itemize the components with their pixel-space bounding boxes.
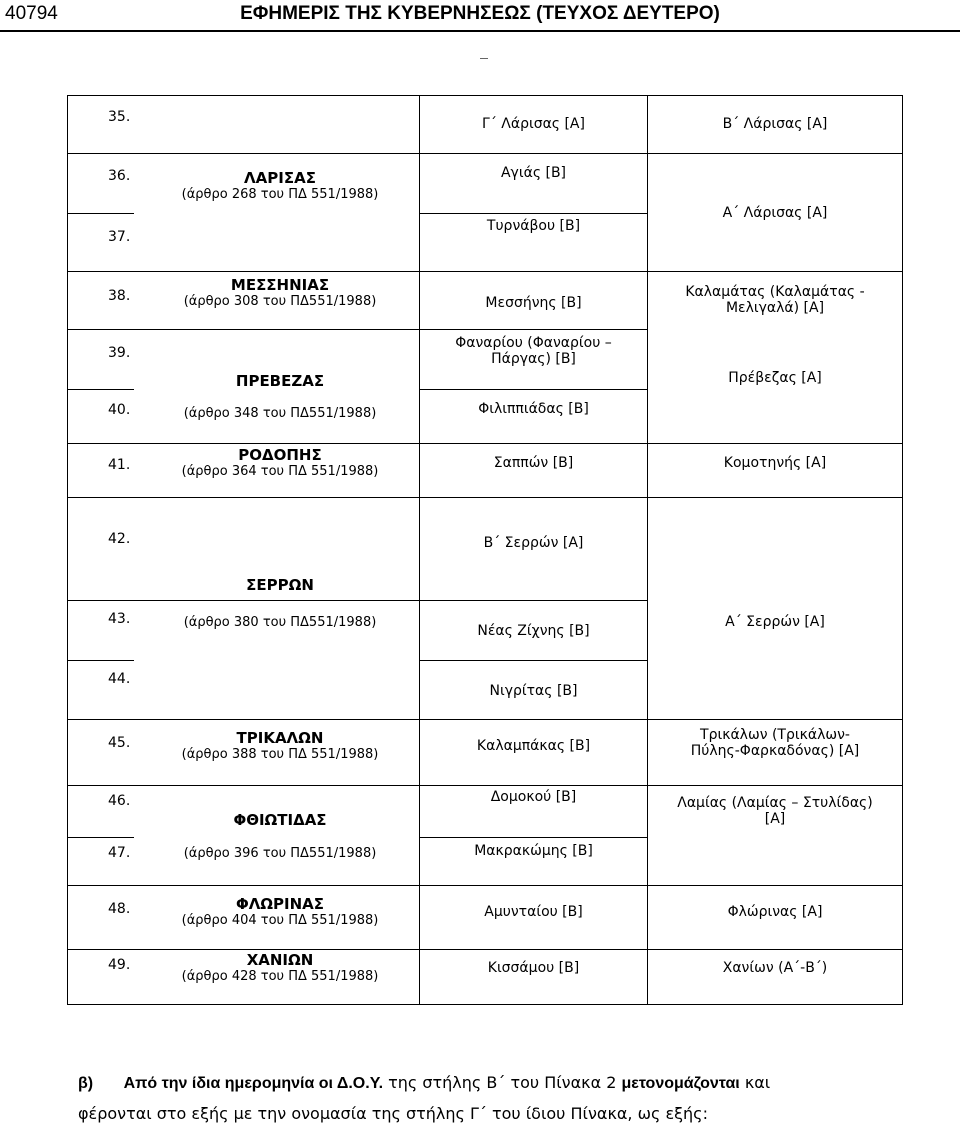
column-c-line: Τρικάλων (Τρικάλων- bbox=[700, 727, 850, 743]
column-c-cell: Πρέβεζας [Α] bbox=[728, 370, 822, 386]
table-border-left bbox=[67, 95, 68, 1005]
column-c-line: Πύλης-Φαρκαδόνας) [Α] bbox=[690, 743, 860, 759]
table-line bbox=[67, 271, 903, 272]
table-line bbox=[420, 389, 647, 390]
table-line bbox=[67, 213, 134, 214]
prefecture-cell bbox=[141, 169, 419, 202]
legal-reference: (άρθρο 388 του ΠΔ 551/1988) bbox=[181, 747, 379, 762]
prefecture-name: ΣΕΡΡΩΝ bbox=[246, 576, 314, 594]
prefecture-cell bbox=[141, 895, 419, 928]
prefecture-cell bbox=[141, 276, 419, 309]
prefecture-name: ΜΕΣΣΗΝΙΑΣ bbox=[230, 276, 330, 294]
paragraph-bold: μετονομάζονται bbox=[621, 1075, 740, 1092]
paragraph-line-2: φέρονται στο εξής με την ονομασία της στήλης Γ΄ του ίδιου Πίνακα, ως εξής: bbox=[78, 1104, 708, 1123]
row-number: 43. bbox=[108, 611, 131, 627]
prefecture-name: ΠΡΕΒΕΖΑΣ bbox=[235, 372, 325, 390]
paragraph-label: β) bbox=[78, 1075, 94, 1092]
column-c-line: [Α] bbox=[764, 811, 786, 827]
row-number: 36. bbox=[108, 168, 131, 184]
column-b-line: Πάργας) [Β] bbox=[491, 351, 576, 367]
row-number: 49. bbox=[108, 957, 131, 973]
legal-reference: (άρθρο 308 του ΠΔ551/1988) bbox=[183, 294, 377, 309]
table-line bbox=[67, 443, 903, 444]
legal-reference: (άρθρο 348 του ΠΔ551/1988) bbox=[183, 406, 377, 421]
column-b-cell: Δομοκού [Β] bbox=[490, 789, 577, 805]
legal-reference: (άρθρο 380 του ΠΔ551/1988) bbox=[183, 615, 377, 630]
table-line bbox=[420, 837, 647, 838]
column-b-cell: Αμυνταίου [Β] bbox=[484, 904, 583, 920]
prefecture-cell bbox=[141, 951, 419, 984]
row-number: 46. bbox=[108, 793, 131, 809]
prefecture-cell bbox=[141, 446, 419, 479]
column-c-line: Λαμίας (Λαμίας – Στυλίδας) bbox=[677, 795, 873, 811]
row-number: 48. bbox=[108, 901, 131, 917]
prefecture-name: ΦΘΙΩΤΙΔΑΣ bbox=[233, 811, 327, 829]
table-line bbox=[67, 885, 903, 886]
column-b-cell: Μακρακώμης [Β] bbox=[474, 843, 593, 859]
table-line bbox=[67, 949, 903, 950]
row-number: 39. bbox=[108, 345, 131, 361]
row-number: 37. bbox=[108, 229, 131, 245]
column-b-cell: Νιγρίτας [Β] bbox=[489, 683, 578, 699]
column-b-cell: Μεσσήνης [Β] bbox=[485, 295, 582, 311]
prefecture-cell bbox=[141, 372, 419, 390]
table-line bbox=[67, 660, 134, 661]
paragraph-line-1 bbox=[78, 1073, 770, 1093]
table-line bbox=[420, 213, 647, 214]
column-c-cell bbox=[648, 727, 902, 759]
row-number: 42. bbox=[108, 531, 131, 547]
column-c-cell: Β΄ Λάρισας [Α] bbox=[722, 116, 828, 132]
column-c-cell: Κομοτηνής [Α] bbox=[723, 455, 827, 471]
column-b-cell bbox=[420, 335, 647, 367]
column-c-line: Μελιγαλά) [Α] bbox=[725, 300, 825, 316]
table-line bbox=[67, 600, 647, 601]
row-number: 44. bbox=[108, 671, 131, 687]
header-rule bbox=[0, 30, 960, 32]
column-c-cell: Α΄ Λάρισας [Α] bbox=[722, 205, 828, 221]
column-b-cell: Β΄ Σερρών [Α] bbox=[483, 535, 584, 551]
prefecture-cell bbox=[141, 811, 419, 829]
column-b-cell: Γ΄ Λάρισας [Α] bbox=[482, 116, 585, 132]
column-c-cell: Φλώρινας [Α] bbox=[727, 904, 823, 920]
column-b-cell: Κισσάμου [Β] bbox=[487, 960, 580, 976]
prefecture-name: ΡΟΔΟΠΗΣ bbox=[238, 446, 322, 464]
column-b-cell: Τυρνάβου [Β] bbox=[486, 218, 581, 234]
column-c-cell bbox=[648, 284, 902, 316]
page-header bbox=[0, 0, 960, 30]
column-b-cell: Νέας Ζίχνης [Β] bbox=[477, 623, 590, 639]
column-b-cell: Αγιάς [Β] bbox=[500, 165, 567, 181]
prefecture-cell bbox=[141, 729, 419, 762]
column-b-cell: Καλαμπάκας [Β] bbox=[476, 738, 591, 754]
table-col-divider-2 bbox=[647, 95, 648, 1005]
row-number: 47. bbox=[108, 845, 131, 861]
row-number: 35. bbox=[108, 109, 131, 125]
prefecture-name: ΦΛΩΡΙΝΑΣ bbox=[235, 895, 325, 913]
column-c-line: Καλαμάτας (Καλαμάτας - bbox=[685, 284, 865, 300]
row-number: 41. bbox=[108, 457, 131, 473]
legal-reference: (άρθρο 268 του ΠΔ 551/1988) bbox=[181, 187, 379, 202]
table-line bbox=[67, 497, 903, 498]
legal-reference: (άρθρο 364 του ΠΔ 551/1988) bbox=[181, 464, 379, 479]
table-line bbox=[67, 719, 903, 720]
column-c-cell: Α΄ Σερρών [Α] bbox=[725, 614, 825, 630]
table-line-bottom bbox=[67, 1004, 903, 1005]
table-line bbox=[67, 785, 903, 786]
table-line bbox=[67, 837, 134, 838]
column-c-cell bbox=[648, 795, 902, 827]
column-b-cell: Σαππών [Β] bbox=[493, 455, 574, 471]
page-number: 40794 bbox=[5, 3, 58, 24]
legal-reference: (άρθρο 404 του ΠΔ 551/1988) bbox=[181, 913, 379, 928]
row-number: 40. bbox=[108, 402, 131, 418]
paragraph-text: της στήλης Β΄ του Πίνακα 2 bbox=[383, 1073, 622, 1092]
paragraph-text: και bbox=[739, 1073, 771, 1092]
table-line bbox=[67, 153, 903, 154]
prefecture-name: ΤΡΙΚΑΛΩΝ bbox=[236, 729, 324, 747]
prefecture-name: ΧΑΝΙΩΝ bbox=[246, 951, 314, 969]
table-line bbox=[420, 660, 647, 661]
table-line bbox=[67, 389, 134, 390]
prefecture-name: ΛΑΡΙΣΑΣ bbox=[244, 169, 316, 187]
legal-reference: (άρθρο 396 του ΠΔ551/1988) bbox=[183, 846, 377, 861]
prefecture-cell bbox=[141, 576, 419, 594]
row-number: 45. bbox=[108, 735, 131, 751]
table-line bbox=[67, 329, 647, 330]
journal-title: ΕΦΗΜΕΡΙΣ ΤΗΣ ΚΥΒΕΡΝΗΣΕΩΣ (ΤΕΥΧΟΣ ΔΕΥΤΕΡΟ) bbox=[240, 3, 720, 24]
paragraph-bold: Από την ίδια ημερομηνία οι Δ.Ο.Υ. bbox=[123, 1075, 384, 1092]
column-b-line: Φαναρίου (Φαναρίου – bbox=[455, 335, 612, 351]
tax-office-table bbox=[67, 95, 903, 1005]
separator-mark bbox=[480, 58, 488, 59]
column-b-cell: Φιλιππιάδας [Β] bbox=[478, 401, 589, 417]
legal-reference: (άρθρο 428 του ΠΔ 551/1988) bbox=[181, 969, 379, 984]
table-line-top bbox=[67, 95, 903, 96]
row-number: 38. bbox=[108, 288, 131, 304]
table-border-right bbox=[902, 95, 903, 1005]
column-c-cell: Χανίων (Α΄-Β΄) bbox=[722, 960, 828, 976]
